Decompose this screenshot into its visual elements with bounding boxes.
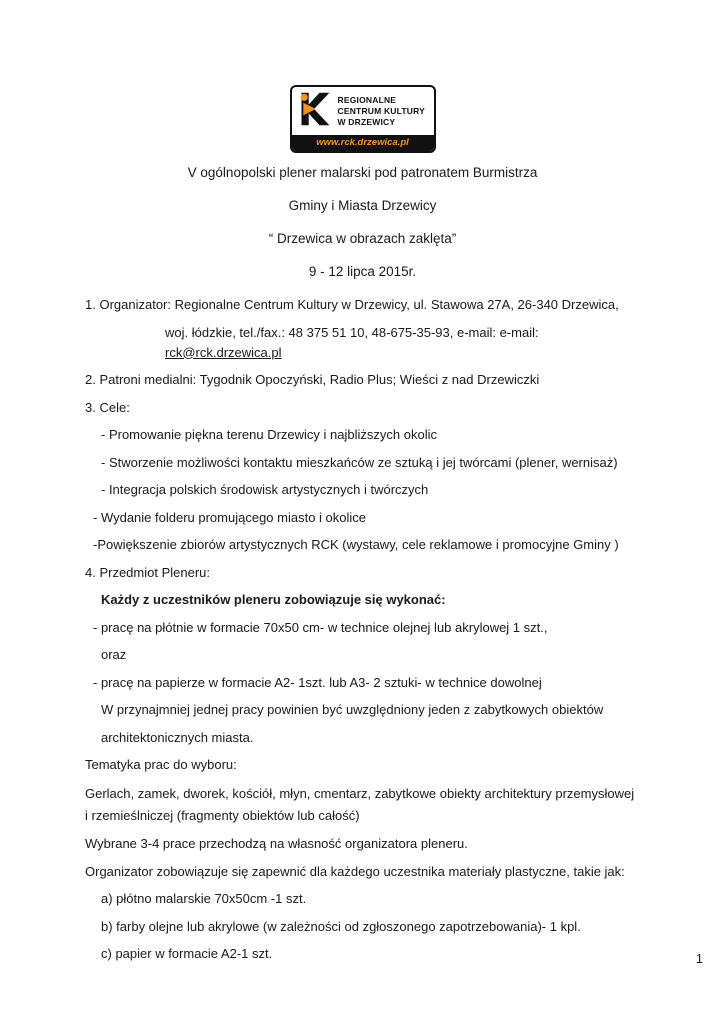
logo-website: www.rck.drzewica.pl bbox=[292, 135, 434, 151]
rck-logo-top bbox=[292, 87, 434, 135]
logo-line-3: W DRZEWICY bbox=[337, 117, 396, 127]
page-number: 1 bbox=[695, 951, 703, 966]
paragraph-work-canvas: - pracę na płótnie w formacie 70x50 cm- w technice olejnej lub akrylowej 1 szt., bbox=[93, 619, 548, 635]
rck-logo bbox=[290, 85, 436, 153]
paragraph-goals-header: 3. Cele: bbox=[85, 399, 130, 415]
logo-line-2: CENTRUM KULTURY bbox=[337, 106, 426, 116]
paragraph-obligation: Każdy z uczestników pleneru zobowiązuje się wykonać: bbox=[101, 592, 446, 607]
heading-line-2: Gminy i Miasta Drzewicy bbox=[288, 198, 437, 213]
paragraph-requirement-2: architektonicznych miasta. bbox=[101, 729, 254, 745]
paragraph-materials-header: Organizator zobowiązuje się zapewnić dla każdego uczestnika materiały plastyczne, takie jak: bbox=[85, 863, 625, 879]
contact-text: woj. łódzkie, tel./fax.: 48 375 51 10, 48-675-35-93, e-mail: e-mail: bbox=[165, 324, 539, 340]
heading-line-4: 9 - 12 lipca 2015r. bbox=[308, 264, 417, 279]
document-headings bbox=[85, 163, 640, 282]
paragraph-requirement-1: W przynajmniej jednej pracy powinien być uwzględniony jeden z zabytkowych obiektów bbox=[101, 702, 604, 717]
paragraph-work-paper: - pracę na papierze w formacie A2- 1szt. lub A3- 2 sztuki- w technice dowolnej bbox=[93, 674, 542, 690]
paragraph-goal-5: -Powiększenie zbiorów artystycznych RCK (wystawy, cele reklamowe i promocyjne Gminy ) bbox=[93, 537, 619, 552]
heading-line-3: “ Drzewica w obrazach zaklęta” bbox=[268, 231, 457, 246]
paragraph-goal-3: - Integracja polskich środowisk artystycznych i twórczych bbox=[101, 482, 429, 497]
paragraph-subject-header: 4. Przedmiot Pleneru: bbox=[85, 564, 211, 580]
paragraph-material-c: c) papier w formacie A2-1 szt. bbox=[101, 946, 273, 961]
paragraph-selected-works: Wybrane 3-4 prace przechodzą na własność organizatora pleneru. bbox=[85, 836, 468, 851]
paragraph-material-b: b) farby olejne lub akrylowe (w zależności od zgłoszonego zapotrzebowania)- 1 kpl. bbox=[101, 918, 581, 934]
paragraph-media-patrons: 2. Patroni medialni: Tygodnik Opoczyński, Radio Plus; Wieści z nad Drzewiczki bbox=[85, 372, 540, 387]
paragraph-goal-2: - Stworzenie możliwości kontaktu mieszkańców ze sztuką i jej twórcami (plener, wernisaż) bbox=[101, 454, 618, 470]
paragraph-material-a: a) płótno malarskie 70x50cm -1 szt. bbox=[101, 891, 307, 906]
rck-logo-mark-icon bbox=[297, 91, 333, 132]
email-link[interactable]: rck@rck.drzewica.pl bbox=[165, 344, 282, 360]
paragraph-organizer: 1. Organizator: Regionalne Centrum Kultury w Drzewicy, ul. Stawowa 27A, 26-340 Drzewica, bbox=[85, 297, 619, 312]
paragraph-themes-list: Gerlach, zamek, dworek, kościół, młyn, cmentarz, zabytkowe obiekty architektury przemysłowej i rzemieślniczej (fragmenty obiektów lub całość) bbox=[85, 785, 635, 823]
paragraph-themes-header: Tematyka prac do wyboru: bbox=[85, 757, 237, 772]
paragraph-goal-1: - Promowanie piękna terenu Drzewicy i najbliższych okolic bbox=[101, 427, 437, 442]
paragraph-oraz: oraz bbox=[101, 647, 127, 662]
logo-line-1: REGIONALNE bbox=[337, 95, 397, 105]
paragraph-contact bbox=[85, 323, 640, 363]
heading-line-1: V ogólnopolski plener malarski pod patronatem Burmistrza bbox=[187, 165, 538, 180]
paragraph-goal-4: - Wydanie folderu promującego miasto i okolice bbox=[93, 509, 367, 525]
rck-logo-text bbox=[338, 95, 426, 128]
document-body bbox=[85, 295, 640, 964]
